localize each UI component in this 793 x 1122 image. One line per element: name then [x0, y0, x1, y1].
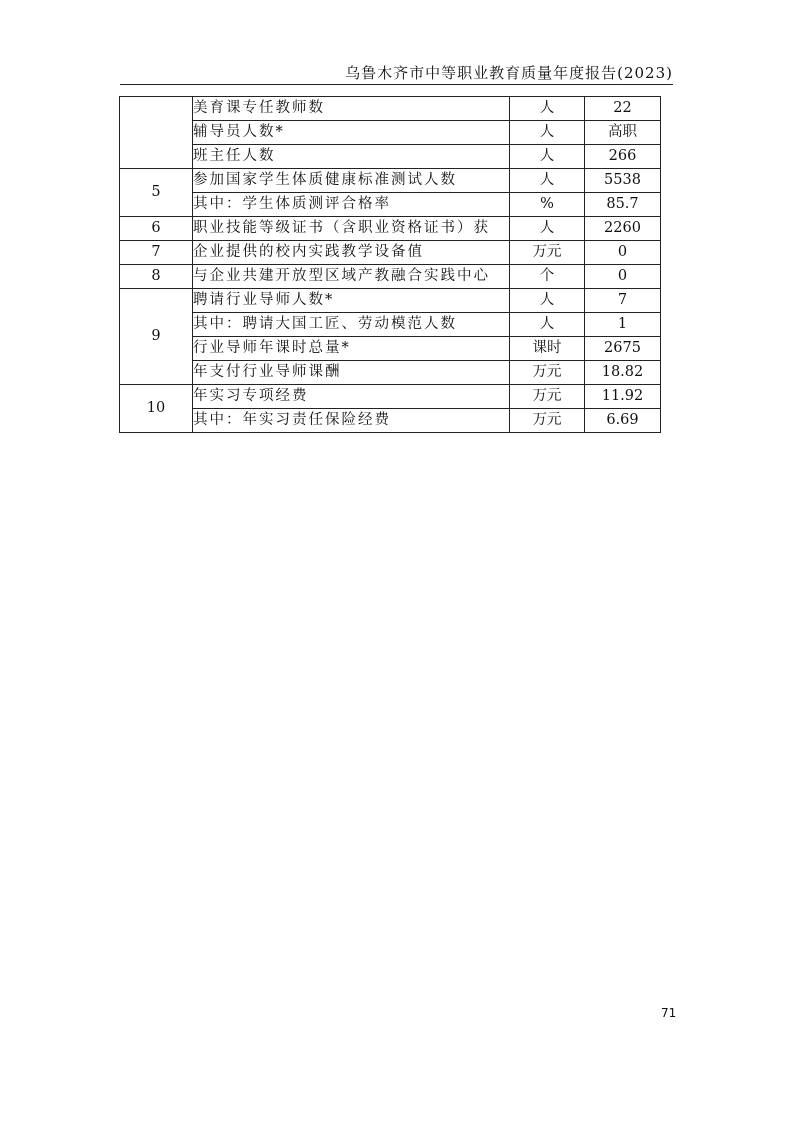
unit-cell: 万元 — [510, 409, 585, 433]
table-row — [120, 121, 661, 145]
group-number-cell: 6 — [120, 217, 193, 241]
item-cell: 年支付行业导师课酬 — [193, 361, 510, 385]
value-cell: 266 — [585, 145, 661, 169]
unit-cell: 万元 — [510, 385, 585, 409]
value-cell: 85.7 — [585, 193, 661, 217]
group-number-cell: 9 — [120, 289, 193, 385]
value-cell: 1 — [585, 313, 661, 337]
unit-cell: 人 — [510, 289, 585, 313]
group-number-cell: 7 — [120, 241, 193, 265]
item-cell: 其中：学生体质测评合格率 — [193, 193, 510, 217]
item-cell: 班主任人数 — [193, 145, 510, 169]
unit-cell: 万元 — [510, 361, 585, 385]
group-number-cell: 5 — [120, 169, 193, 217]
unit-cell: 人 — [510, 313, 585, 337]
indicator-table — [119, 96, 661, 433]
table-row — [120, 217, 661, 241]
value-cell: 6.69 — [585, 409, 661, 433]
table-row — [120, 409, 661, 433]
unit-cell: 人 — [510, 217, 585, 241]
item-cell: 职业技能等级证书（含职业资格证书）获 — [193, 217, 510, 241]
item-cell: 其中：聘请大国工匠、劳动模范人数 — [193, 313, 510, 337]
value-cell: 0 — [585, 265, 661, 289]
header-rule — [120, 84, 673, 85]
item-cell: 与企业共建开放型区域产教融合实践中心 — [193, 265, 510, 289]
value-cell: 高职 — [585, 121, 661, 145]
value-cell: 11.92 — [585, 385, 661, 409]
item-cell: 年实习专项经费 — [193, 385, 510, 409]
unit-cell: 人 — [510, 145, 585, 169]
table-row — [120, 361, 661, 385]
item-cell: 美育课专任教师数 — [193, 97, 510, 121]
table-row — [120, 265, 661, 289]
unit-cell: 人 — [510, 121, 585, 145]
table-row — [120, 385, 661, 409]
table-row — [120, 241, 661, 265]
value-cell: 22 — [585, 97, 661, 121]
value-cell: 7 — [585, 289, 661, 313]
group-number-cell: 8 — [120, 265, 193, 289]
table-row — [120, 193, 661, 217]
value-cell: 2675 — [585, 337, 661, 361]
table-row — [120, 145, 661, 169]
table-row — [120, 313, 661, 337]
value-cell: 2260 — [585, 217, 661, 241]
value-cell: 5538 — [585, 169, 661, 193]
unit-cell: 人 — [510, 169, 585, 193]
value-cell: 18.82 — [585, 361, 661, 385]
unit-cell: 万元 — [510, 241, 585, 265]
unit-cell: % — [510, 193, 585, 217]
table-row — [120, 97, 661, 121]
group-number-cell — [120, 97, 193, 169]
page-number: 71 — [661, 1006, 677, 1020]
group-number-cell: 10 — [120, 385, 193, 433]
item-cell: 参加国家学生体质健康标准测试人数 — [193, 169, 510, 193]
item-cell: 其中：年实习责任保险经费 — [193, 409, 510, 433]
unit-cell: 人 — [510, 97, 585, 121]
unit-cell: 个 — [510, 265, 585, 289]
table-row — [120, 169, 661, 193]
unit-cell: 课时 — [510, 337, 585, 361]
table-row — [120, 337, 661, 361]
report-header-title: 乌鲁木齐市中等职业教育质量年度报告(2023) — [345, 64, 673, 82]
value-cell: 0 — [585, 241, 661, 265]
item-cell: 行业导师年课时总量* — [193, 337, 510, 361]
item-cell: 企业提供的校内实践教学设备值 — [193, 241, 510, 265]
item-cell: 辅导员人数* — [193, 121, 510, 145]
table-row — [120, 289, 661, 313]
item-cell: 聘请行业导师人数* — [193, 289, 510, 313]
